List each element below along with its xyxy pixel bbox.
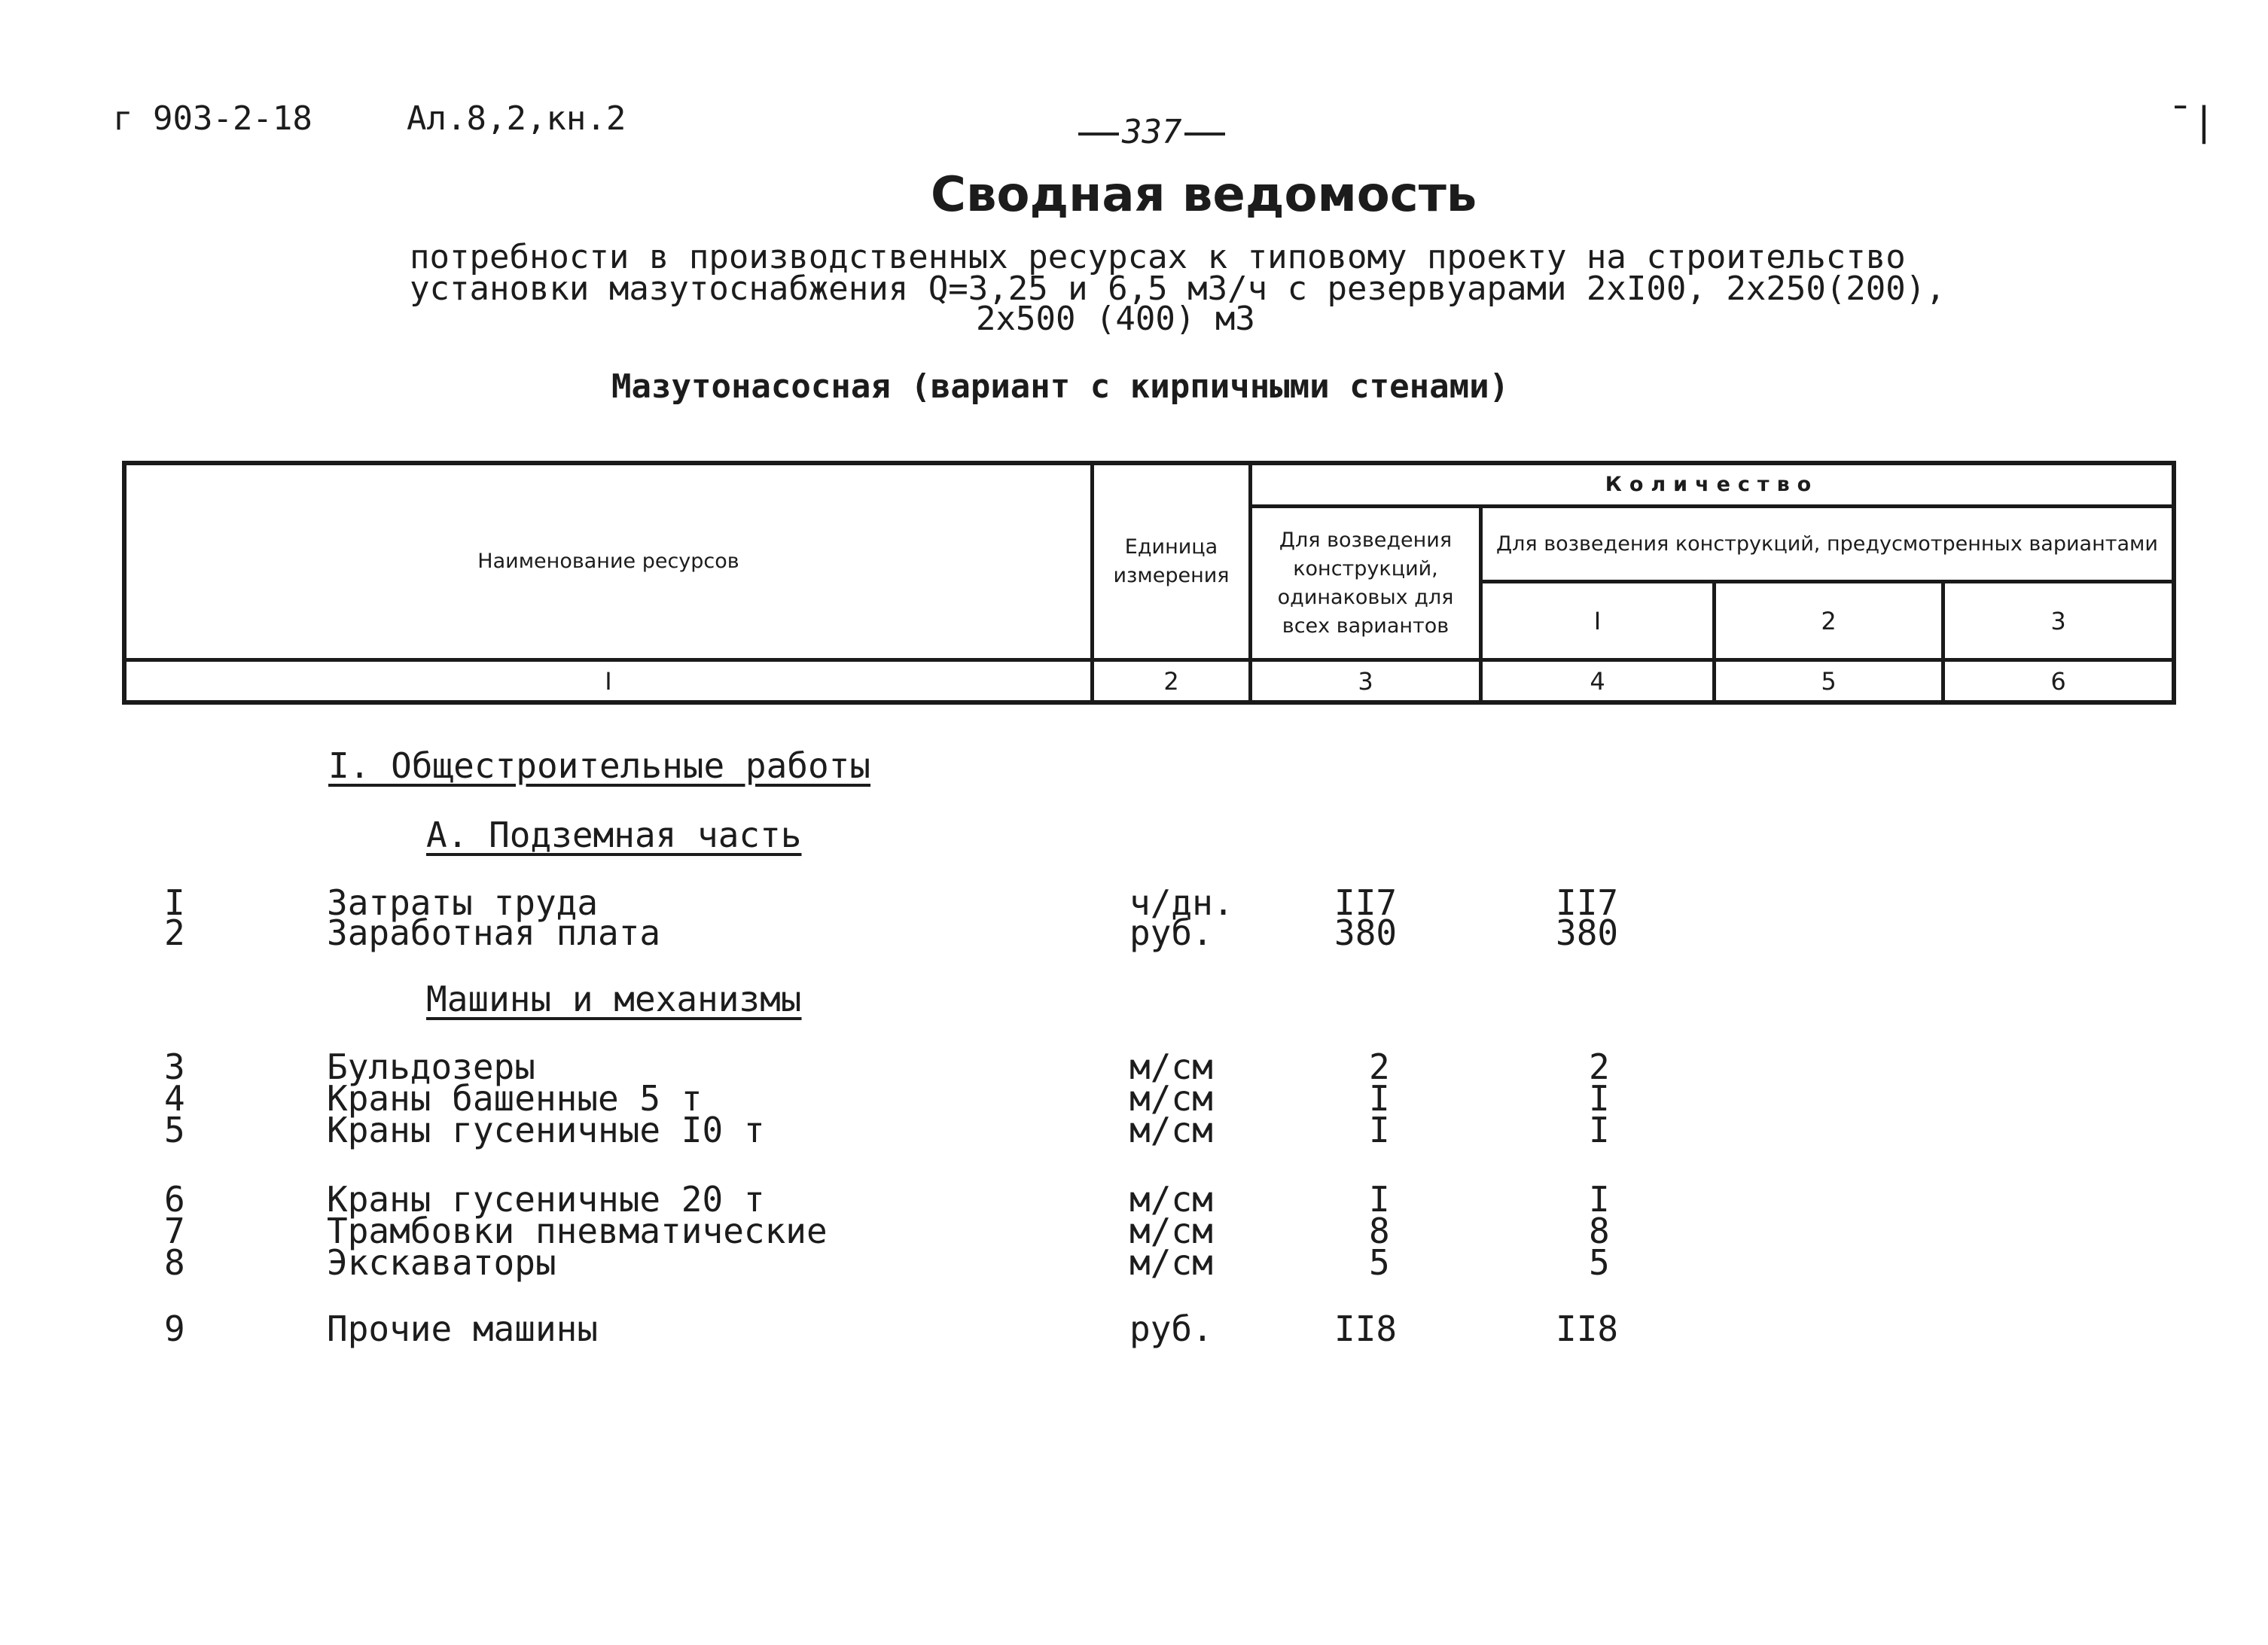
quantity-variant-1: I bbox=[1589, 1110, 1610, 1150]
part-heading: I. Общестроительные работы bbox=[328, 745, 871, 786]
header-common: Для возведения конструкций, одинаковых для всех вариантов bbox=[1277, 528, 1454, 638]
unit: м/см bbox=[1129, 1046, 1213, 1087]
header-variants: Для возведения конструкций, предусмотренных вариантами bbox=[1496, 532, 2158, 556]
row-number: 9 bbox=[164, 1308, 185, 1349]
quantity-variant-1: 5 bbox=[1589, 1242, 1610, 1283]
quantity-common: 2 bbox=[1369, 1046, 1390, 1087]
unit: м/см bbox=[1129, 1179, 1213, 1220]
resource-name: Экскаваторы bbox=[327, 1242, 556, 1283]
unit: ч/дн. bbox=[1129, 882, 1234, 923]
row-number: 7 bbox=[164, 1211, 185, 1251]
resource-name: Краны гусеничные 20 т bbox=[327, 1179, 765, 1220]
resource-table-header bbox=[122, 461, 2176, 705]
quantity-variant-1: 2 bbox=[1589, 1046, 1610, 1087]
section-title: Мазутонасосная (вариант с кирпичными стенами) bbox=[611, 367, 1510, 406]
resource-name: Заработная плата bbox=[327, 912, 661, 953]
quantity-variant-1: I bbox=[1589, 1078, 1610, 1119]
machines-heading: Машины и механизмы bbox=[426, 979, 802, 1019]
quantity-variant-1: II8 bbox=[1556, 1308, 1619, 1349]
row-number: 5 bbox=[164, 1110, 185, 1150]
header-variant-1: I bbox=[1593, 606, 1602, 635]
unit: м/см bbox=[1129, 1211, 1213, 1251]
row-number: 2 bbox=[164, 912, 185, 953]
unit: м/см bbox=[1129, 1078, 1213, 1119]
row-number: 8 bbox=[164, 1242, 185, 1283]
quantity-common: 8 bbox=[1369, 1211, 1390, 1251]
row-number: 4 bbox=[164, 1078, 185, 1119]
header-variant-3: 3 bbox=[2050, 606, 2066, 635]
quantity-variant-1: II7 bbox=[1556, 882, 1619, 923]
header-resource-name: Наименование ресурсов bbox=[477, 550, 739, 573]
column-number-6: 6 bbox=[2050, 666, 2066, 696]
resource-name: Затраты труда bbox=[327, 882, 599, 923]
resource-name: Краны башенные 5 т bbox=[327, 1078, 703, 1119]
header-variant-2: 2 bbox=[1821, 606, 1837, 635]
quantity-common: 380 bbox=[1334, 912, 1398, 953]
subtitle-line-3: 2х500 (400) м3 bbox=[976, 300, 1255, 338]
subpart-heading: А. Подземная часть bbox=[426, 815, 802, 855]
unit: м/см bbox=[1129, 1110, 1213, 1150]
quantity-variant-1: 8 bbox=[1589, 1211, 1610, 1251]
resource-name: Трамбовки пневматические bbox=[327, 1211, 828, 1251]
quantity-variant-1: 380 bbox=[1556, 912, 1619, 953]
column-number-2: 2 bbox=[1163, 666, 1179, 696]
column-number-5: 5 bbox=[1821, 666, 1837, 696]
quantity-common: II7 bbox=[1334, 882, 1398, 923]
column-number-3: 3 bbox=[1358, 666, 1373, 696]
resource-name: Прочие машины bbox=[327, 1308, 599, 1349]
quantity-common: I bbox=[1369, 1179, 1390, 1220]
unit: руб. bbox=[1129, 1308, 1213, 1349]
unit: руб. bbox=[1129, 912, 1213, 953]
resource-name: Краны гусеничные I0 т bbox=[327, 1110, 765, 1150]
unit: м/см bbox=[1129, 1242, 1213, 1283]
subtitle-line-2: установки мазутоснабжения Q=3,25 и 6,5 м3/ч с резервуарами 2хI00, 2х250(200), bbox=[410, 270, 1946, 308]
column-number-4: 4 bbox=[1590, 666, 1605, 696]
page-number: 337 bbox=[1075, 113, 1228, 151]
row-number: 3 bbox=[164, 1046, 185, 1087]
quantity-common: I bbox=[1369, 1110, 1390, 1150]
header-quantity: Количество bbox=[1605, 473, 1819, 496]
album-reference: Ал.8,2,кн.2 bbox=[407, 99, 626, 138]
header-unit: Единица измерения bbox=[1113, 535, 1230, 587]
quantity-common: II8 bbox=[1334, 1308, 1398, 1349]
resource-name: Бульдозеры bbox=[327, 1046, 535, 1087]
quantity-variant-1: I bbox=[1589, 1179, 1610, 1220]
document-code: г 903-2-18 bbox=[113, 99, 312, 138]
document-title: Сводная ведомость bbox=[931, 167, 1477, 223]
row-number: I bbox=[164, 882, 185, 923]
row-number: 6 bbox=[164, 1179, 185, 1220]
column-number-1: I bbox=[605, 666, 612, 696]
subtitle-line-1: потребности в производственных ресурсах к типовому проекту на строительство bbox=[410, 238, 1906, 276]
quantity-common: 5 bbox=[1369, 1242, 1390, 1283]
corner-mark: ˉ| bbox=[2169, 99, 2216, 145]
quantity-common: I bbox=[1369, 1078, 1390, 1119]
